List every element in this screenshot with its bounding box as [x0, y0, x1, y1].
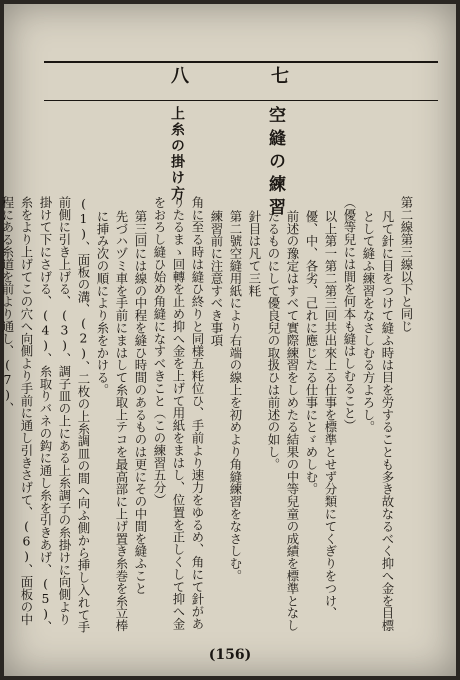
paragraph: （優等兒には間を何本も縫はしむること） [342, 196, 357, 432]
section-title: 空縫の練習 [265, 106, 285, 221]
paragraph: 第三回には線の中程を縫ひ時間のあるものは更にその中間を縫ふこと [133, 210, 148, 595]
paragraph: 凡て針に目をつけて縫ふ時は目を労することも多き故なるべく抑へ金を目標として縫ふ練習をなさしむる方よろし。 [361, 210, 395, 632]
header-number-right: 七 [268, 66, 289, 84]
header-number-left: 八 [168, 66, 189, 84]
paragraph: 先づハヅミ車を手前にまはして糸取上テコを最高部に上げ置き糸巻を糸立棒に挿み次の順により糸をかける。 [95, 210, 129, 632]
paragraph: (1)、面板の溝、(2)、二枚の上糸調皿の間へ向ふ側から挿し入れて手前側に引き上げる、(3)、調子皿の上にある上糸調子の糸掛けに向側より掛けて下にさげる、(4)、糸取りバネの鈎に通し糸を引きあげ、(5)、糸をより上げてこの穴へ向側より手前に通し引きさげて、(6)、面板の中程にある糸道を前より通し、(7)、 [0, 196, 91, 634]
paragraph: 第二線第三線以下と同じ [399, 196, 414, 333]
subsection-title: 上糸の掛け方 [169, 106, 185, 202]
paragraph: 前述の豫定はすべて實際練習をしめたる結果の中等兒童の成績を標準となしたるものにして優良兒の取扱ひは前述の如し。 [266, 210, 300, 632]
paragraph: 以上第一第二第三回共出來上る仕事を標準とせず分類にてくぎりをつけ、優、中、各劣、己れに應じたる仕事にとゞめしむ。 [304, 210, 338, 620]
body-text [0, 196, 416, 636]
paragraph: 練習前に注意すべき事項 [209, 210, 224, 347]
paragraph: 角に至る時は縫ひ終りと同様五粍位ひ、手前より速力をゆるめ、角にて針がありたるまゝ回轉を止め抑へ金を上げて用紙をまはし、位置を正しくして抑へ金をおろし縫ひ始め角縫になすべきこと（この練習五分） [152, 196, 205, 630]
header-rule [44, 100, 438, 101]
paragraph: 針目は凡て三粍 [247, 210, 262, 297]
page-number: (156) [208, 647, 252, 663]
book-page [0, 4, 456, 676]
paragraph: 第二號空縫用紙により右端の線上を初めより角縫練習をなさしむ。 [228, 210, 243, 582]
top-rule [44, 61, 438, 63]
